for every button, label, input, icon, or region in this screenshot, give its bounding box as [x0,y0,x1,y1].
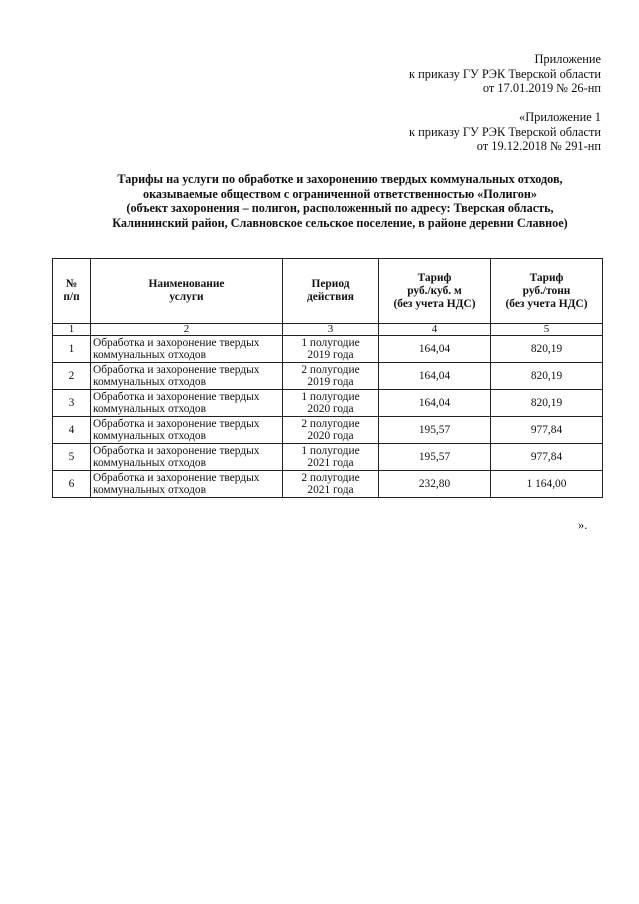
appendix-original-line1: «Приложение 1 [519,110,601,124]
tariff-m3: 164,04 [379,390,491,417]
service-line1: Обработка и захоронение твердых [93,337,260,349]
period-line2: 2021 года [307,457,354,469]
header-period-line2: действия [307,291,354,303]
row-number: 3 [53,390,91,417]
service-line2: коммунальных отходов [93,484,206,496]
service-name [91,363,283,390]
table-row [53,444,603,471]
row-number: 1 [53,336,91,363]
period-line1: 2 полугодие [301,472,360,484]
title-line1: Тарифы на услуги по обработке и захоронению твердых коммунальных отходов, [117,172,563,186]
service-line2: коммунальных отходов [93,376,206,388]
period [283,444,379,471]
header-period-line1: Период [311,278,350,290]
header-tariff-t [491,259,603,324]
closing-quote-mark: ». [578,518,588,532]
service-line1: Обработка и захоронение твердых [93,418,260,430]
service-name [91,390,283,417]
header-number-line2: п/п [63,291,80,303]
period [283,390,379,417]
tariff-t: 1 164,00 [491,471,603,498]
period-line1: 2 полугодие [301,418,360,430]
service-name [91,336,283,363]
period-line2: 2019 года [307,349,354,361]
service-line2: коммунальных отходов [93,349,206,361]
period [283,336,379,363]
appendix-current-line2: к приказу ГУ РЭК Тверской области [409,66,601,81]
tariff-m3: 232,80 [379,471,491,498]
period [283,417,379,444]
header-number [53,259,91,324]
tariff-m3: 195,57 [379,444,491,471]
period-line1: 1 полугодие [301,391,360,403]
header-tariff-m3 [379,259,491,324]
service-line2: коммунальных отходов [93,430,206,442]
header-number-line1: № [65,278,78,290]
table-row [53,363,603,390]
row-number: 4 [53,417,91,444]
title-line2: оказываемые обществом с ограниченной ответственностью «Полигон» [142,186,537,201]
tariff-t: 977,84 [491,444,603,471]
table-header-row [53,259,603,324]
period-line1: 1 полугодие [301,337,360,349]
period-line1: 2 полугодие [301,364,360,376]
table-row [53,471,603,498]
table-row [53,336,603,363]
period-line2: 2020 года [307,403,354,415]
column-number: 1 [53,324,91,336]
row-number: 6 [53,471,91,498]
row-number: 2 [53,363,91,390]
row-number: 5 [53,444,91,471]
column-number-row [53,324,603,336]
header-tariff-t-line3: (без учета НДС) [505,297,588,310]
title-line4: Калининский район, Славновское сельское поселение, в районе деревни Славное) [112,215,568,230]
appendix-original-line3: от 19.12.2018 № 291-нп [476,139,601,153]
tariffs-table [52,258,603,498]
header-service [91,259,283,324]
service-name [91,444,283,471]
period [283,363,379,390]
tariff-t: 977,84 [491,417,603,444]
header-tariff-t-line1: Тариф [529,271,564,284]
tariff-t: 820,19 [491,390,603,417]
tariff-t: 820,19 [491,336,603,363]
period [283,471,379,498]
column-number: 3 [283,324,379,336]
tariff-m3: 164,04 [379,363,491,390]
appendix-original-line2: к приказу ГУ РЭК Тверской области [409,124,601,139]
table-row [53,417,603,444]
column-number: 4 [379,324,491,336]
service-name [91,471,283,498]
tariff-t: 820,19 [491,363,603,390]
service-line1: Обработка и захоронение твердых [93,445,260,457]
service-line2: коммунальных отходов [93,403,206,415]
header-tariff-t-line2: руб./тонн [522,284,571,297]
header-tariff-m3-line3: (без учета НДС) [393,297,476,310]
service-line2: коммунальных отходов [93,457,206,469]
header-period [283,259,379,324]
header-tariff-m3-line2: руб./куб. м [407,284,462,297]
column-number: 5 [491,324,603,336]
period-line1: 1 полугодие [301,445,360,457]
period-line2: 2020 года [307,430,354,442]
service-line1: Обработка и захоронение твердых [93,472,260,484]
service-line1: Обработка и захоронение твердых [93,364,260,376]
service-line1: Обработка и захоронение твердых [93,391,260,403]
column-number: 2 [91,324,283,336]
table-row [53,390,603,417]
period-line2: 2021 года [307,484,354,496]
appendix-current-line1: Приложение [534,52,601,66]
appendix-original-reference [409,110,601,154]
tariff-m3: 164,04 [379,336,491,363]
appendix-current-reference [409,52,601,96]
tariff-m3: 195,57 [379,417,491,444]
header-tariff-m3-line1: Тариф [417,271,452,284]
period-line2: 2019 года [307,376,354,388]
service-name [91,417,283,444]
appendix-current-line3: от 17.01.2019 № 26-нп [482,81,601,95]
title-line3: (объект захоронения – полигон, расположенный по адресу: Тверская область, [126,201,554,216]
document-title [60,172,620,230]
header-service-line1: Наименование [148,278,225,290]
header-service-line2: услуги [169,291,204,303]
